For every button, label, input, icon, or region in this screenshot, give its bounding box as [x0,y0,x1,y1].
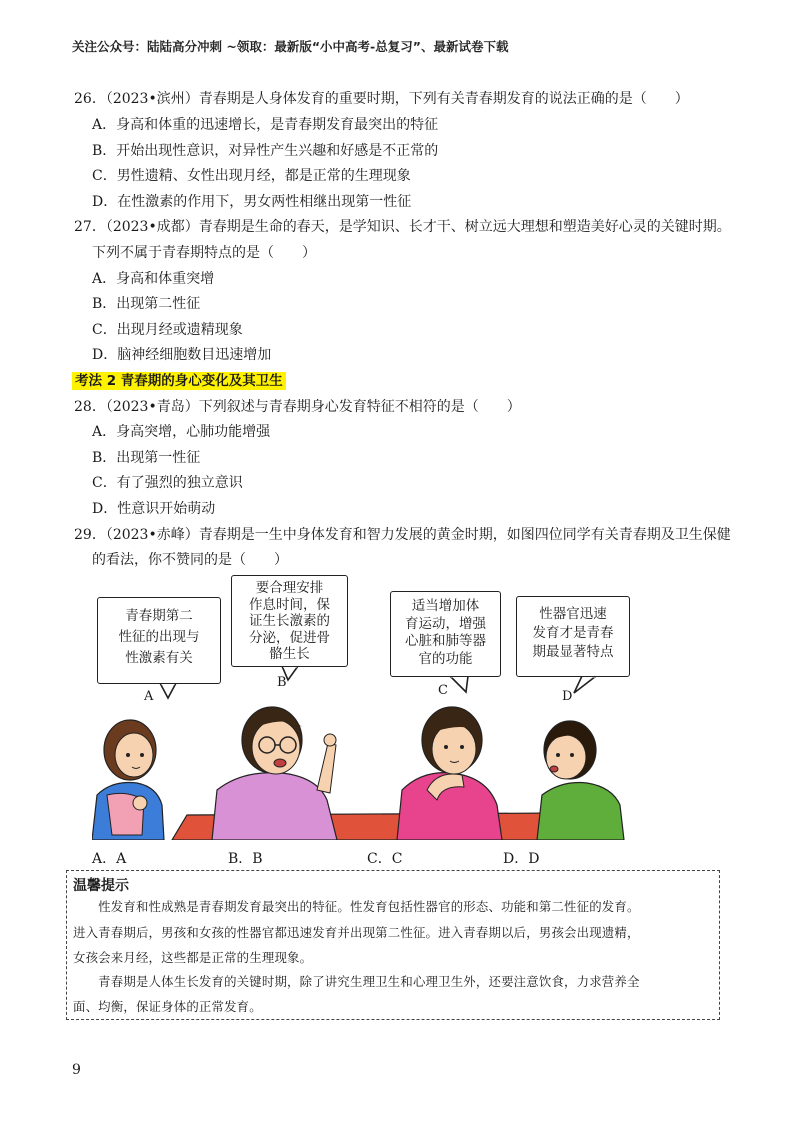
question-29-answer-d: D．D [503,851,540,867]
question-26-option-c: C．男性遗精、女性出现月经，都是正常的生理现象 [92,168,411,184]
question-28-stem: 28．（2023•青岛）下列叙述与青春期身心发育特征不相符的是（ ） [74,399,521,415]
speaker-label-a: A [144,689,154,704]
tip-line-3: 女孩会来月经，这些都是正常的生理现象。 [73,950,313,965]
page-number: 9 [72,1062,81,1078]
question-27-stem-continued: 下列不属于青春期特点的是（ ） [92,245,316,261]
student-b-figure [212,707,337,840]
speaker-label-d: D [562,689,573,704]
speech-bubble-b: 要合理安排 作息时间，保 证生长激素的 分泌，促进骨 骼生长 [231,575,348,667]
students-illustration [92,695,632,840]
question-27-option-c: C．出现月经或遗精现象 [92,322,243,338]
question-29-answer-b: B．B [228,851,263,867]
question-26-stem: 26．（2023•滨州）青春期是人身体发育的重要时期，下列有关青春期发育的说法正确的是（ ） [74,91,689,107]
speech-bubble-c: 适当增加体 育运动，增强 心脏和肺等器 官的功能 [390,591,501,677]
question-28-option-c: C．有了强烈的独立意识 [92,475,243,491]
student-c-figure [397,707,502,840]
tip-title: 温馨提示 [73,878,129,894]
speaker-label-c: C [438,683,448,698]
student-d-figure [537,721,624,840]
section-heading: 考法 2 青春期的身心变化及其卫生 [72,372,286,390]
tip-line-4: 青春期是人体生长发育的关键时期，除了讲究生理卫生和心理卫生外，还要注意饮食，力求营养全 [73,974,640,989]
question-28-option-a: A．身高突增，心肺功能增强 [92,424,271,440]
question-26-option-a: A．身高和体重的迅速增长，是青春期发育最突出的特征 [92,117,439,133]
tip-line-1: 性发育和性成熟是青春期发育最突出的特征。性发育包括性器官的形态、功能和第二性征的发育。 [73,899,640,914]
question-27-option-d: D．脑神经细胞数目迅速增加 [92,347,272,363]
question-29-answer-a: A．A [92,851,127,867]
tip-box [66,870,720,1020]
question-26-option-d: D．在性激素的作用下，男女两性相继出现第一性征 [92,194,412,210]
tip-line-5: 面、均衡，保证身体的正常发育。 [73,999,262,1014]
student-a-figure [92,720,164,840]
speech-bubble-a: 青春期第二 性征的出现与 性激素有关 [97,597,221,684]
question-27-stem: 27．（2023•成都）青春期是生命的春天，是学知识、长才干、树立远大理想和塑造美好心灵的关键时期。 [74,219,731,235]
page-header: 关注公众号：陆陆高分冲刺 ~领取：最新版“小中高考-总复习”、最新试卷下载 [72,39,509,54]
speech-bubble-d: 性器官迅速 发育才是青春 期最显著特点 [516,596,630,677]
tip-line-2: 进入青春期后，男孩和女孩的性器官都迅速发育并出现第二性征。进入青春期以后，男孩会出现遗精， [73,925,640,940]
question-29-answer-c: C．C [367,851,403,867]
question-28-option-d: D．性意识开始萌动 [92,501,216,517]
question-27-option-a: A．身高和体重突增 [92,271,215,287]
question-28-option-b: B．出现第一性征 [92,450,201,466]
question-26-option-b: B．开始出现性意识，对异性产生兴趣和好感是不正常的 [92,143,439,159]
speaker-label-b: B [277,675,287,690]
question-29-stem-continued: 的看法，你不赞同的是（ ） [92,552,288,568]
question-27-option-b: B．出现第二性征 [92,296,201,312]
question-29-stem: 29．（2023•赤峰）青春期是一生中身体发育和智力发展的黄金时期，如图四位同学有关青春期及卫生保健 [74,527,731,543]
